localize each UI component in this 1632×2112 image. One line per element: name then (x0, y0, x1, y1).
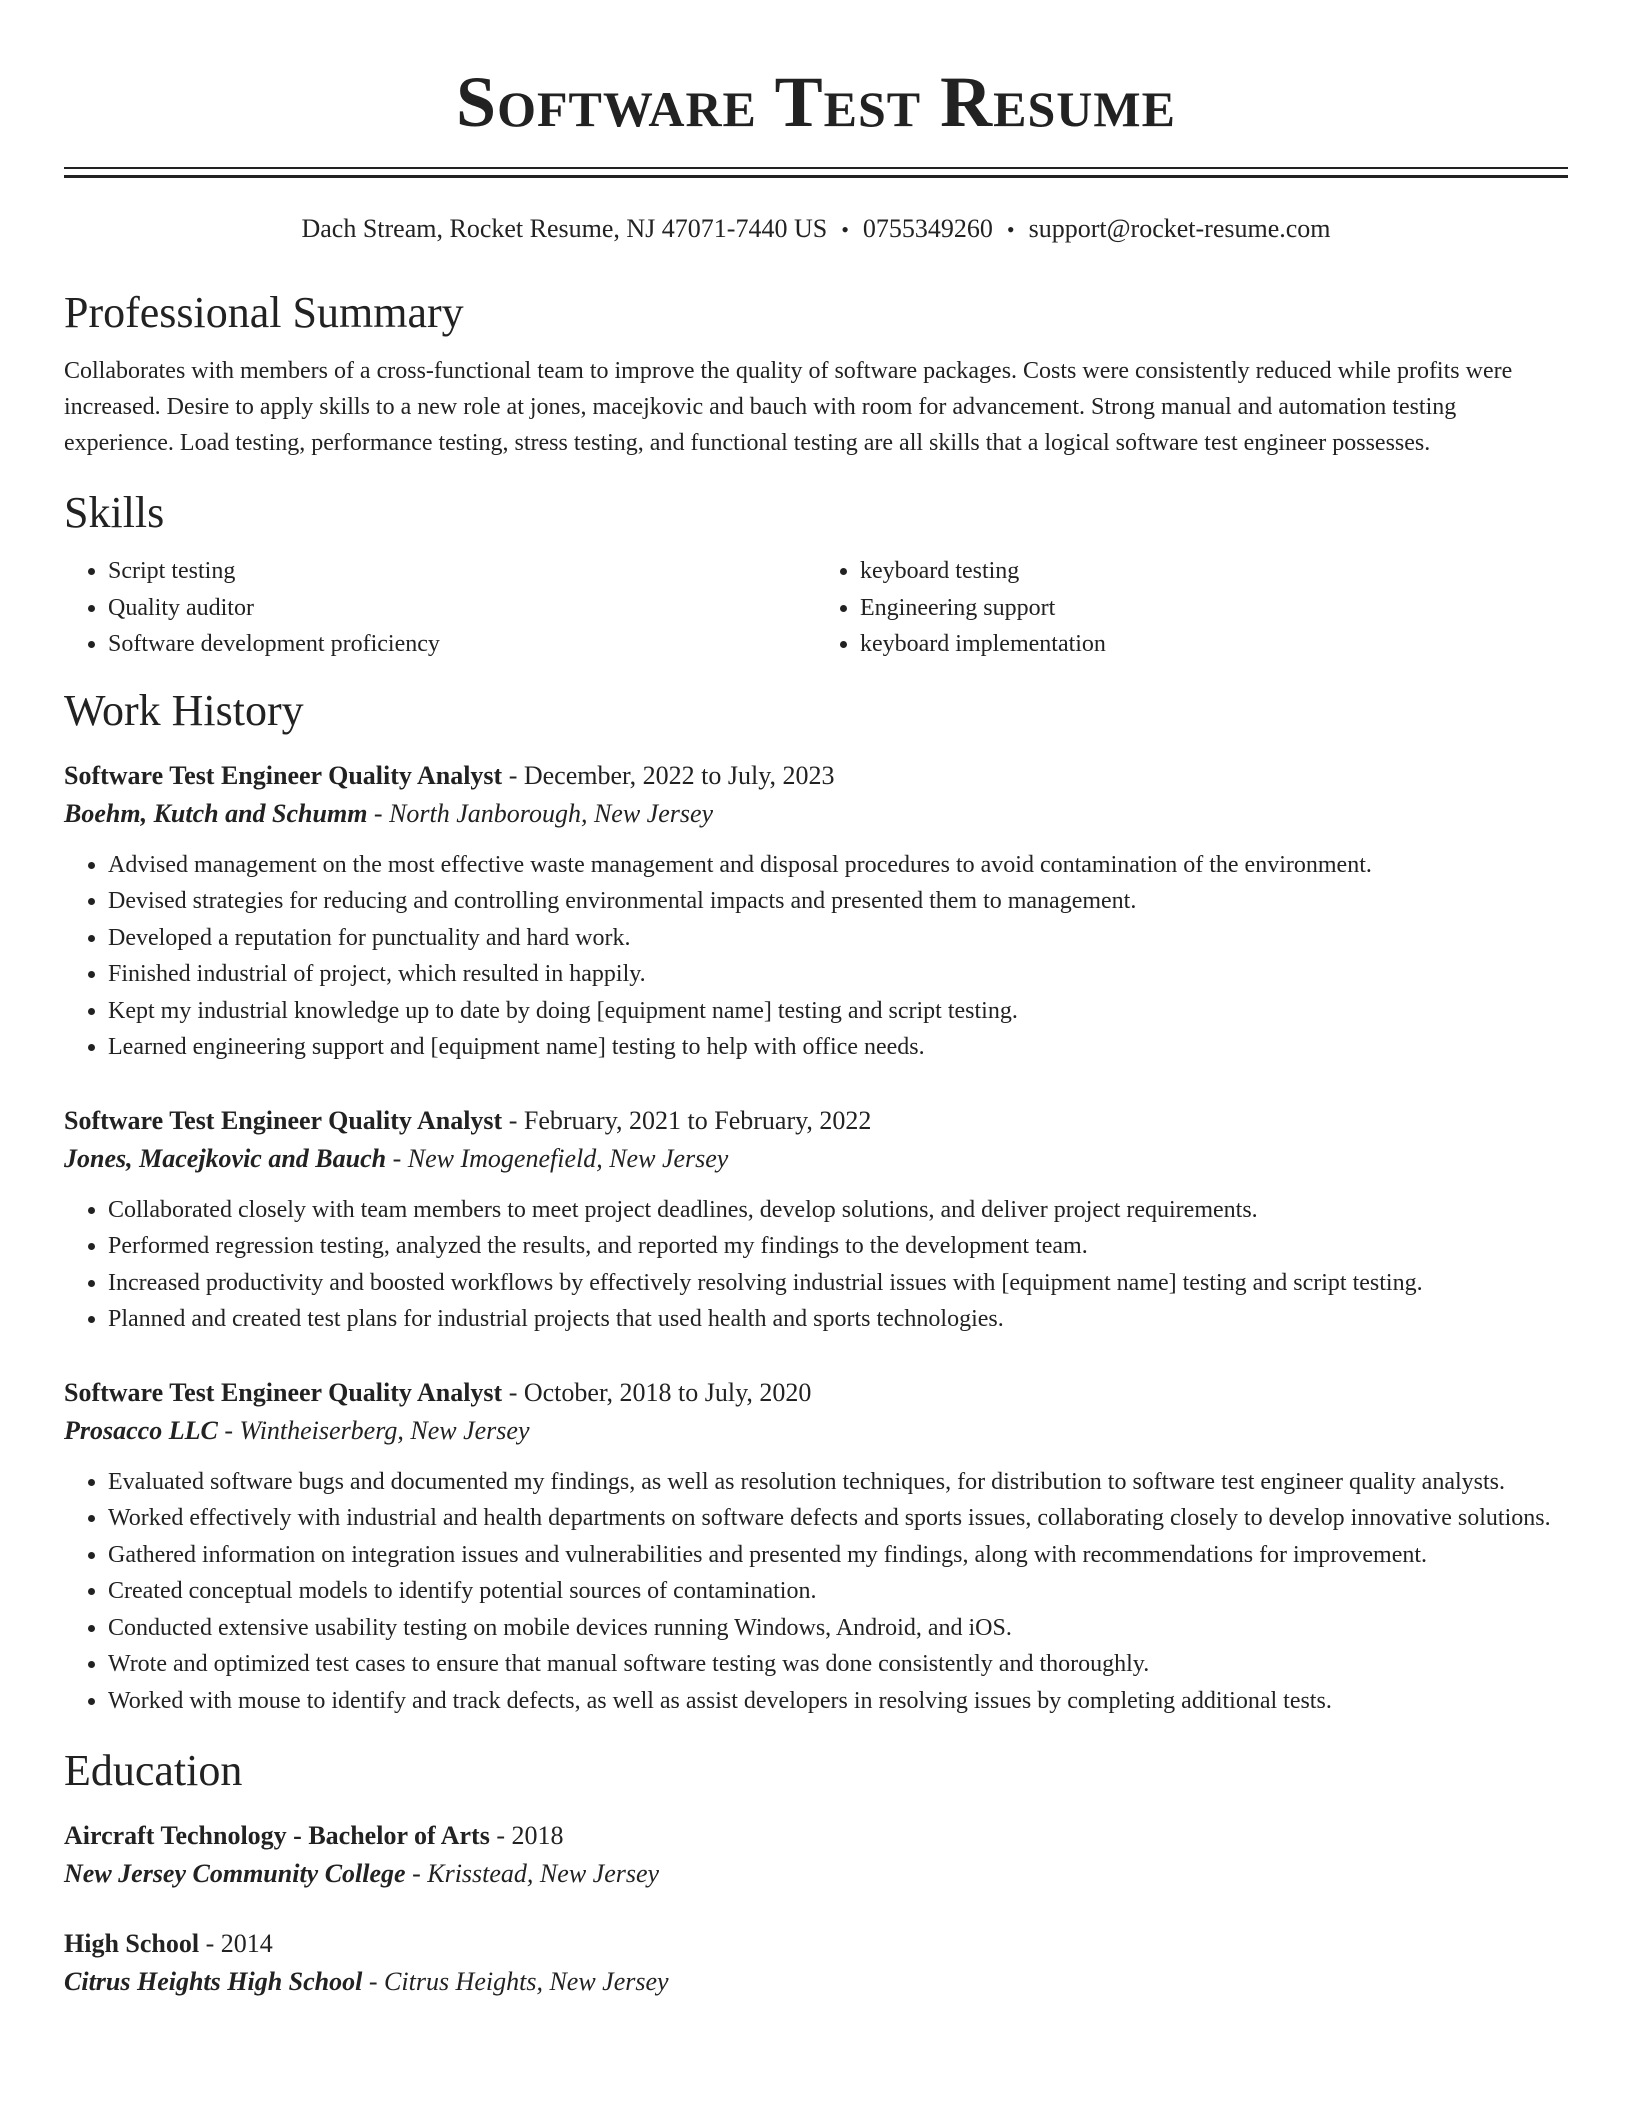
job-dates: - December, 2022 to July, 2023 (502, 760, 835, 790)
contact-phone: 0755349260 (862, 214, 993, 243)
school-location: - Krisstead, New Jersey (405, 1859, 660, 1888)
job-bullet: • Worked effectively with industrial and health departments on software defects and sports issues, collaborating closely to develop innovative solutions. (108, 1500, 1568, 1537)
summary-heading: Professional Summary (64, 288, 464, 337)
job-title-line (64, 757, 1568, 795)
school-name: Citrus Heights High School (64, 1967, 363, 1996)
job-bullets (64, 1464, 1568, 1720)
job-bullet: • Developed a reputation for punctuality and hard work. (108, 920, 1568, 957)
skill-item: • Engineering support (860, 590, 1568, 627)
job-bullet: • Conducted extensive usability testing on mobile devices running Windows, Android, and iOS. (108, 1610, 1568, 1647)
school-name: New Jersey Community College (64, 1859, 406, 1888)
summary-text: Collaborates with members of a cross-functional team to improve the quality of software packages. Costs were consistently reduced while profits were increased. Desire to apply skills to a new role at jones, macejkovic and bauch with room for advancement. Strong manual and automation testing experience. Load testing, performance testing, stress testing, and functional testing are all skills that a logical software test engineer possesses. (64, 358, 1513, 456)
job-title: Software Test Engineer Quality Analyst (64, 1105, 503, 1135)
company-name: Jones, Macejkovic and Bauch (64, 1143, 387, 1173)
contact-separator: • (1006, 217, 1015, 242)
company-location: - New Imogenefield, New Jersey (386, 1143, 729, 1173)
degree-name: High School (64, 1929, 200, 1958)
job-title-line (64, 1102, 1568, 1140)
company-line (64, 1412, 1568, 1450)
skill-item: • Software development proficiency (108, 626, 816, 663)
education-entry (64, 1925, 1568, 2001)
school-location: - Citrus Heights, New Jersey (362, 1967, 669, 1996)
job-title: Software Test Engineer Quality Analyst (64, 760, 503, 790)
title-divider (64, 167, 1568, 178)
skill-item: • Quality auditor (108, 590, 816, 627)
job-bullet: • Evaluated software bugs and documented my findings, as well as resolution techniques, for distribution to software test engineer quality analysts. (108, 1464, 1568, 1501)
degree-line (64, 1925, 1568, 1963)
skills-list-left (64, 553, 816, 663)
job-entry (64, 1374, 1568, 1720)
job-entry (64, 757, 1568, 1066)
job-bullets (64, 847, 1568, 1066)
contact-line (64, 212, 1568, 247)
job-bullet: • Collaborated closely with team members to meet project deadlines, develop solutions, and deliver project requirements. (108, 1192, 1568, 1229)
skills-heading: Skills (64, 488, 165, 537)
job-entry (64, 1102, 1568, 1338)
contact-address: Dach Stream, Rocket Resume, NJ 47071-7440 US (301, 214, 828, 243)
work-history-heading: Work History (64, 685, 304, 735)
company-name: Boehm, Kutch and Schumm (64, 798, 368, 828)
job-bullet: • Kept my industrial knowledge up to date by doing [equipment name] testing and script testing. (108, 993, 1568, 1030)
skill-item: • keyboard testing (860, 553, 1568, 590)
education-heading: Education (64, 1746, 243, 1795)
job-dates: - February, 2021 to February, 2022 (502, 1105, 872, 1135)
job-bullet: • Performed regression testing, analyzed the results, and reported my findings to the development team. (108, 1228, 1568, 1265)
job-bullet: • Gathered information on integration issues and vulnerabilities and presented my findings, along with recommendations for improvement. (108, 1537, 1568, 1574)
job-bullet: • Devised strategies for reducing and controlling environmental impacts and presented them to management. (108, 883, 1568, 920)
job-title-line (64, 1374, 1568, 1412)
company-line (64, 795, 1568, 833)
job-bullet: • Advised management on the most effective waste management and disposal procedures to avoid contamination of the environment. (108, 847, 1568, 884)
skill-item: • keyboard implementation (860, 626, 1568, 663)
resume-title: Software Test Resume (456, 62, 1176, 142)
education-entry (64, 1817, 1568, 1893)
job-bullet: • Learned engineering support and [equipment name] testing to help with office needs. (108, 1029, 1568, 1066)
degree-name: Aircraft Technology - Bachelor of Arts (64, 1821, 490, 1850)
job-bullets (64, 1192, 1568, 1338)
degree-year: - 2018 (489, 1821, 564, 1850)
job-bullet: • Created conceptual models to identify potential sources of contamination. (108, 1573, 1568, 1610)
job-bullet: • Wrote and optimized test cases to ensure that manual software testing was done consistently and thoroughly. (108, 1646, 1568, 1683)
degree-year: - 2014 (199, 1929, 273, 1958)
company-location: - North Janborough, New Jersey (367, 798, 714, 828)
company-line (64, 1140, 1568, 1178)
contact-email: support@rocket-resume.com (1028, 214, 1331, 243)
company-name: Prosacco LLC (64, 1415, 218, 1445)
skill-item: • Script testing (108, 553, 816, 590)
skills-grid (64, 553, 1568, 663)
job-title: Software Test Engineer Quality Analyst (64, 1377, 503, 1407)
degree-line (64, 1817, 1568, 1855)
school-line (64, 1855, 1568, 1893)
job-bullet: • Worked with mouse to identify and track defects, as well as assist developers in resolving issues by completing additional tests. (108, 1683, 1568, 1720)
job-bullet: • Finished industrial of project, which resulted in happily. (108, 956, 1568, 993)
school-line (64, 1963, 1568, 2001)
company-location: - Wintheiserberg, New Jersey (217, 1415, 530, 1445)
skills-list-right (816, 553, 1568, 663)
job-bullet: • Planned and created test plans for industrial projects that used health and sports technologies. (108, 1301, 1568, 1338)
job-dates: - October, 2018 to July, 2020 (502, 1377, 812, 1407)
contact-separator: • (841, 217, 849, 242)
job-bullet: • Increased productivity and boosted workflows by effectively resolving industrial issues with [equipment name] testing and script testing. (108, 1265, 1568, 1302)
